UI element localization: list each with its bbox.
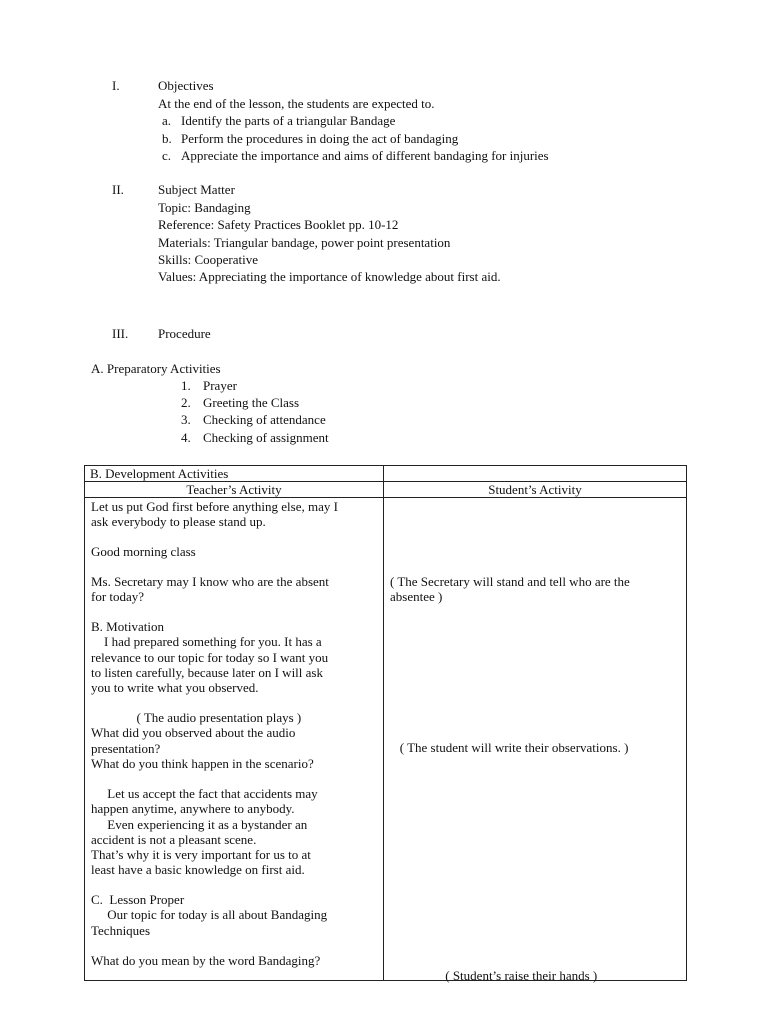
teacher-line: presentation? <box>91 740 161 756</box>
teacher-line: relevance to our topic for today so I want you <box>91 649 329 665</box>
teacher-line: I had prepared something for you. It has a <box>91 634 322 650</box>
objectives-heading: Objectives <box>158 78 214 93</box>
student-block-observations <box>390 740 628 755</box>
teacher-line: ask everybody to please stand up. <box>91 514 266 530</box>
student-block-raise-hands <box>390 968 597 983</box>
teacher-activity-cell <box>85 498 384 981</box>
teacher-block-prayer <box>91 499 338 530</box>
teacher-line: Ms. Secretary may I know who are the absent <box>91 574 329 589</box>
teacher-activity-header: Teacher’s Activity <box>186 482 282 497</box>
teacher-block-greeting <box>91 544 196 559</box>
objective-text: Appreciate the importance and aims of different bandaging for injuries <box>181 148 549 163</box>
teacher-line: Even experiencing it as a bystander an <box>91 816 308 832</box>
objectives-intro: At the end of the lesson, the students are expected to. <box>158 96 435 111</box>
teacher-line: That’s why it is very important for us to at <box>91 847 311 863</box>
teacher-line: Let us put God first before anything else, may I <box>91 499 338 514</box>
teacher-line: happen anytime, anywhere to anybody. <box>91 801 295 817</box>
student-line: ( The student will write their observations. ) <box>390 740 629 755</box>
objective-text: Identify the parts of a triangular Bandage <box>181 113 396 128</box>
development-activities-table <box>84 465 687 981</box>
development-title-empty-cell <box>384 466 687 482</box>
teacher-line: accident is not a pleasant scene. <box>91 831 257 847</box>
teacher-line: to listen carefully, because later on I will ask <box>91 664 323 680</box>
teacher-block-motivation <box>91 619 328 695</box>
teacher-line: Our topic for today is all about Bandaging <box>91 907 328 923</box>
teacher-line: ( The audio presentation plays ) <box>91 710 302 725</box>
teacher-line: you to write what you observed. <box>91 680 259 696</box>
teacher-line: Techniques <box>91 922 151 938</box>
subject-materials: Materials: Triangular bandage, power point presentation <box>158 235 451 250</box>
objective-letter: a. <box>162 113 172 128</box>
teacher-line: What do you think happen in the scenario? <box>91 755 314 771</box>
subject-matter-heading: Subject Matter <box>158 182 235 197</box>
teacher-line: least have a basic knowledge on first aid. <box>91 862 305 878</box>
prep-item-num: 4. <box>181 430 191 445</box>
subject-reference: Reference: Safety Practices Booklet pp. 10-12 <box>158 217 399 232</box>
student-line: ( The Secretary will stand and tell who are the <box>390 574 630 589</box>
teacher-block-lesson-proper <box>91 892 327 938</box>
subject-skills: Skills: Cooperative <box>158 252 259 267</box>
student-block-secretary <box>390 574 630 605</box>
prep-item-text: Checking of assignment <box>203 430 329 445</box>
prep-item-num: 2. <box>181 395 191 410</box>
objectives-numeral: I. <box>112 78 120 93</box>
development-title-cell <box>85 466 384 482</box>
prep-item-num: 3. <box>181 412 191 427</box>
prep-item-text: Checking of attendance <box>203 412 326 427</box>
student-header-cell <box>384 482 687 498</box>
teacher-header-cell <box>85 482 384 498</box>
prep-item-text: Prayer <box>203 378 237 393</box>
teacher-line: Good morning class <box>91 544 196 559</box>
procedure-heading: Procedure <box>158 326 211 341</box>
objective-letter: c. <box>162 148 172 163</box>
objective-text: Perform the procedures in doing the act of bandaging <box>181 131 459 146</box>
teacher-line: What do you mean by the word Bandaging? <box>91 953 321 968</box>
teacher-line: B. Motivation <box>91 619 164 634</box>
teacher-block-question <box>91 953 320 968</box>
subject-values: Values: Appreciating the importance of knowledge about first aid. <box>158 269 501 284</box>
prep-item-text: Greeting the Class <box>203 395 300 410</box>
teacher-line: What did you observed about the audio <box>91 725 296 741</box>
teacher-line: C. Lesson Proper <box>91 892 185 907</box>
subject-topic: Topic: Bandaging <box>158 200 251 215</box>
teacher-line: Let us accept the fact that accidents may <box>91 786 318 801</box>
preparatory-heading: A. Preparatory Activities <box>91 361 221 376</box>
student-activity-header: Student’s Activity <box>488 482 582 497</box>
teacher-line: for today? <box>91 589 145 605</box>
prep-item-num: 1. <box>181 378 191 393</box>
student-line: absentee ) <box>390 589 443 605</box>
subject-matter-numeral: II. <box>112 182 124 197</box>
teacher-block-attendance <box>91 574 329 605</box>
development-title: B. Development Activities <box>90 466 229 481</box>
student-line: ( Student’s raise their hands ) <box>390 968 598 983</box>
teacher-block-accidents <box>91 786 318 878</box>
procedure-numeral: III. <box>112 326 129 341</box>
teacher-block-audio <box>91 710 314 771</box>
student-activity-cell <box>384 498 687 981</box>
objective-letter: b. <box>162 131 172 146</box>
